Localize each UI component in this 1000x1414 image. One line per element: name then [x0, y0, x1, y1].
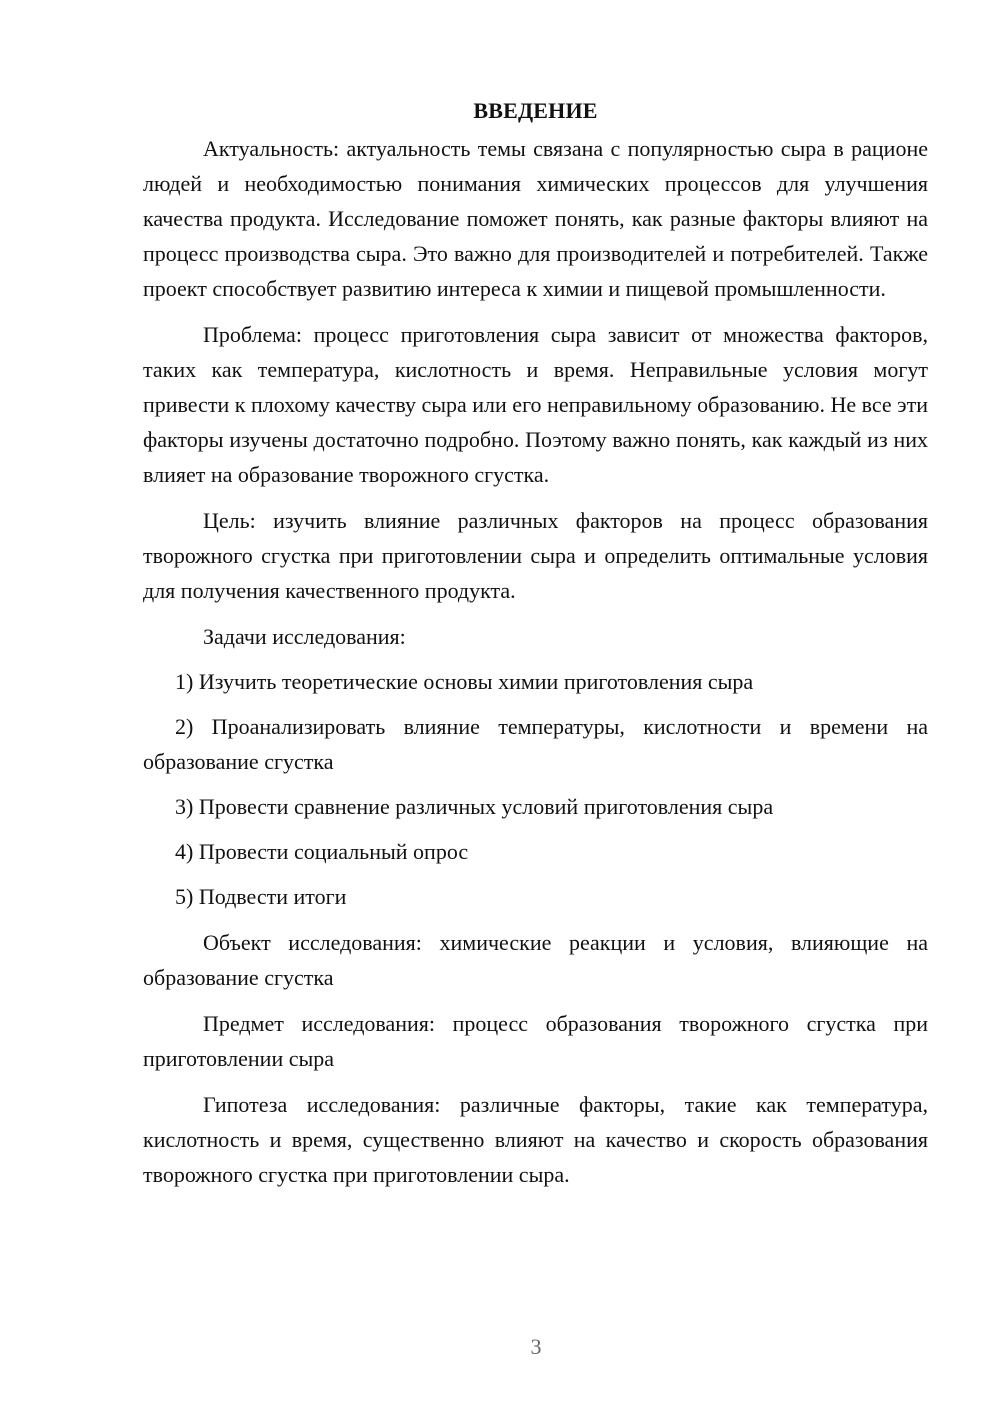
task-item-2: 2) Проанализировать влияние температуры, кислотности и времени на образование сгустка: [143, 714, 928, 774]
task-item-5: 5) Подвести итоги: [175, 884, 347, 909]
document-body: [143, 94, 928, 1192]
tasks-heading: Задачи исследования:: [203, 624, 406, 649]
paragraph-object: Объект исследования: химические реакции и условия, влияющие на образование сгустка: [143, 930, 928, 990]
task-item-1: 1) Изучить теоретические основы химии приготовления сыра: [175, 669, 754, 694]
section-title: ВВЕДЕНИЕ: [473, 98, 598, 123]
page-number: 3: [530, 1334, 542, 1359]
paragraph-goal: Цель: изучить влияние различных факторов на процесс образования творожного сгустка при приготовлении сыра и определить оптимальные условия для получения качественного продукта.: [143, 508, 928, 603]
paragraph-subject: Предмет исследования: процесс образования творожного сгустка при приготовлении сыра: [143, 1011, 928, 1071]
paragraph-problem: Проблема: процесс приготовления сыра зависит от множества факторов, таких как температура, кислотность и время. Неправильные условия могут привести к плохому качеству сыра или его неправильному образованию. Не все эти факторы изучены достаточно подробно. Поэтому важно понять, как каждый из них влияет на образование творожного сгустка.: [143, 322, 928, 487]
task-item-4: 4) Провести социальный опрос: [175, 839, 469, 864]
task-item-3: 3) Провести сравнение различных условий приготовления сыра: [175, 794, 774, 819]
paragraph-hypothesis: Гипотеза исследования: различные факторы, такие как температура, кислотность и время, существенно влияют на качество и скорость образования творожного сгустка при приготовлении сыра.: [143, 1092, 928, 1187]
paragraph-relevance: Актуальность: актуальность темы связана с популярностью сыра в рационе людей и необходимостью понимания химических процессов для улучшения качества продукта. Исследование поможет понять, как разные факторы влияют на процесс производства сыра. Это важно для производителей и потребителей. Также проект способствует развитию интереса к химии и пищевой промышленности.: [143, 136, 928, 301]
